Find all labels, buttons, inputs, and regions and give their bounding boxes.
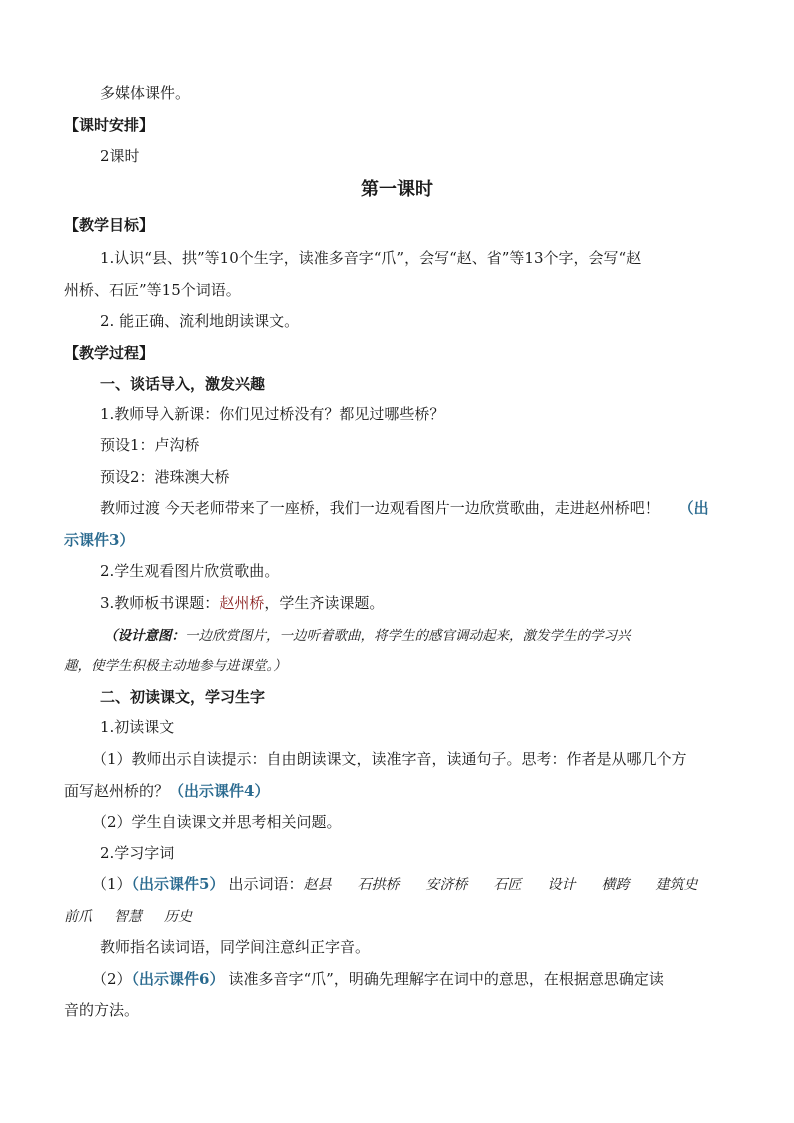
- schedule-value: 2课时: [100, 147, 140, 165]
- section-2-point-3-line-1: [92, 969, 664, 989]
- section-2-item-2: 2.学习字词: [100, 844, 175, 862]
- courseware-cue-6: （出示课件6）: [131, 970, 225, 988]
- word-item: 前爪: [64, 909, 92, 925]
- section-2-point-1-line-1: （1）教师出示自读提示：自由朗读课文，读准字音，读通句子。思考：作者是从哪几个方: [92, 750, 687, 768]
- lesson-title: 第一课时: [361, 179, 433, 200]
- section-2-item-1: 1.初读课文: [100, 718, 175, 736]
- section-1-preset-1: 预设1：卢沟桥: [100, 436, 200, 454]
- section-1-item-1: 1.教师导入新课：你们见过桥没有？都见过哪些桥？: [100, 405, 445, 423]
- process-heading: 【教学过程】: [64, 344, 155, 362]
- design-note-line-1: [104, 626, 631, 646]
- point-1-text: 面写赵州桥的？: [64, 782, 170, 800]
- section-2-heading: 二、初读课文，学习生字: [100, 688, 266, 706]
- design-note-label: （设计意图：: [104, 628, 185, 644]
- word-item: 智慧: [114, 909, 142, 925]
- courseware-cue-5: （出示课件5）: [131, 875, 225, 893]
- word-item: 设计: [547, 877, 576, 893]
- courseware-cue-4: （出示课件4）: [169, 782, 270, 800]
- point-3-number: （2）: [92, 970, 132, 988]
- word-item: 安济桥: [425, 877, 468, 893]
- section-1-heading: 一、谈话导入，激发兴趣: [100, 375, 266, 393]
- schedule-heading: 【课时安排】: [64, 116, 155, 134]
- transition-text: 教师过渡 今天老师带来了一座桥，我们一边观看图片一边欣赏歌曲，走进赵州桥吧！: [100, 499, 660, 517]
- section-1-item-2: 2.学生观看图片欣赏歌曲。: [100, 562, 280, 580]
- item-3-prefix: 3.教师板书课题：: [100, 594, 220, 612]
- word-item: 石拱桥: [357, 877, 400, 893]
- word-item: 赵县: [303, 877, 332, 893]
- courseware-cue-3a: （出: [678, 499, 709, 517]
- word-list-prefix: 出示词语：: [228, 875, 304, 893]
- goal-1-line-1: 1.认识“县、拱”等10个生字，读准多音字“爪”，会写“赵、省”等13个字，会写“赵: [100, 249, 642, 267]
- goal-2: 2. 能正确、流利地朗读课文。: [100, 312, 300, 330]
- word-list-line-2: [64, 906, 192, 927]
- goals-heading: 【教学目标】: [64, 216, 155, 234]
- word-item: 历史: [164, 909, 192, 925]
- board-title: 赵州桥: [219, 594, 265, 612]
- item-3-suffix: ，学生齐读课题。: [264, 594, 385, 612]
- section-2-point-2: （2）学生自读课文并思考相关问题。: [92, 813, 342, 831]
- point-3-text: 读准多音字“爪”，明确先理解字在词中的意思，在根据意思确定读: [228, 970, 664, 988]
- section-1-item-3: [100, 593, 384, 613]
- section-1-transition: [100, 498, 709, 518]
- goal-1-line-2: 州桥、石匠”等15个词语。: [64, 281, 241, 299]
- materials-text: 多媒体课件。: [100, 84, 191, 102]
- design-note-line-2: 趣，使学生积极主动地参与进课堂。）: [64, 658, 287, 674]
- word-item: 建筑史: [655, 877, 698, 893]
- word-item: 横跨: [601, 877, 630, 893]
- design-note-text: 一边欣赏图片，一边听着歌曲，将学生的感官调动起来，激发学生的学习兴: [185, 628, 631, 644]
- courseware-cue-3b: 示课件3）: [64, 531, 135, 549]
- word-list-line-1: [92, 874, 698, 895]
- word-item: 石匠: [493, 877, 522, 893]
- section-2-read-words: 教师指名读词语，同学间注意纠正字音。: [100, 938, 371, 956]
- section-2-point-1-line-2: [64, 781, 269, 801]
- section-2-point-3-line-2: 音的方法。: [64, 1001, 140, 1019]
- word-point-number: （1）: [92, 875, 132, 893]
- section-1-preset-2: 预设2：港珠澳大桥: [100, 468, 230, 486]
